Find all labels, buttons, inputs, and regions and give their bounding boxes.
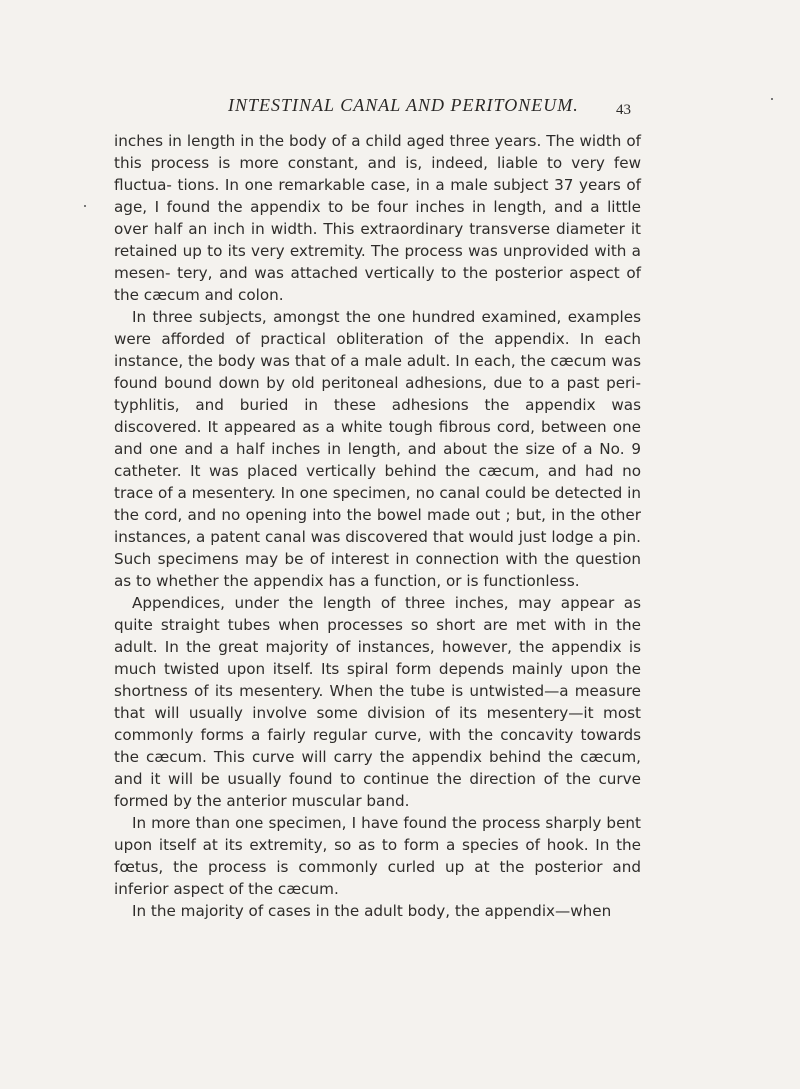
- paragraph: In three subjects, amongst the one hundred examined, examples were afforded of practical obliteration of the appendix. In each instance, the body was that of a male adult. In each, the cæcum was found bound down by old peritoneal adhesions, due to a past peri- typhlitis, and buried in these adhesions the appendix was discovered. It appeared as a white tough fibrous cord, between one and one and a half inches in length, and about the size of a No. 9 catheter. It was placed vertically behind the cæcum, and had no trace of a mesentery. In one specimen, no canal could be detected in the cord, and no opening into the bowel made out ; but, in the other instances, a patent canal was discovered that would just lodge a pin. Such specimens may be of interest in connection with the question as to whether the appendix has a function, or is functionless.: [114, 308, 641, 590]
- running-title: INTESTINAL CANAL AND PERITONEUM.: [228, 95, 579, 115]
- margin-speck: [771, 98, 773, 100]
- margin-speck: [84, 205, 86, 207]
- paragraph: Appendices, under the length of three inches, may appear as quite straight tubes when processes so short are met with in the adult. In the great majority of instances, however, the appendix is much twisted upon itself. Its spiral form depends mainly upon the shortness of its mesentery. When the tube is untwisted—a measure that will usually involve some division of its mesentery—it most commonly forms a fairly regular curve, with the concavity towards the cæcum. This curve will carry the appendix behind the cæcum, and it will be usually found to continue the direction of the curve formed by the anterior muscular band.: [114, 594, 641, 810]
- paragraph: In the majority of cases in the adult body, the appendix—when: [132, 902, 612, 920]
- body-text: [114, 130, 641, 922]
- paragraph: In more than one specimen, I have found the process sharply bent upon itself at its extremity, so as to form a species of hook. In the fœtus, the process is commonly curled up at the posterior and inferior aspect of the cæcum.: [114, 814, 641, 898]
- paragraph: inches in length in the body of a child aged three years. The width of this process is more constant, and is, indeed, liable to very few fluctua- tions. In one remarkable case, in a male subject 37 years of age, I found the appendix to be four inches in length, and a little over half an inch in width. This extraordinary transverse diameter it retained up to its very extremity. The process was unprovided with a mesen- tery, and was attached vertically to the posterior aspect of the cæcum and colon.: [114, 132, 641, 304]
- page-number: 43: [616, 102, 631, 118]
